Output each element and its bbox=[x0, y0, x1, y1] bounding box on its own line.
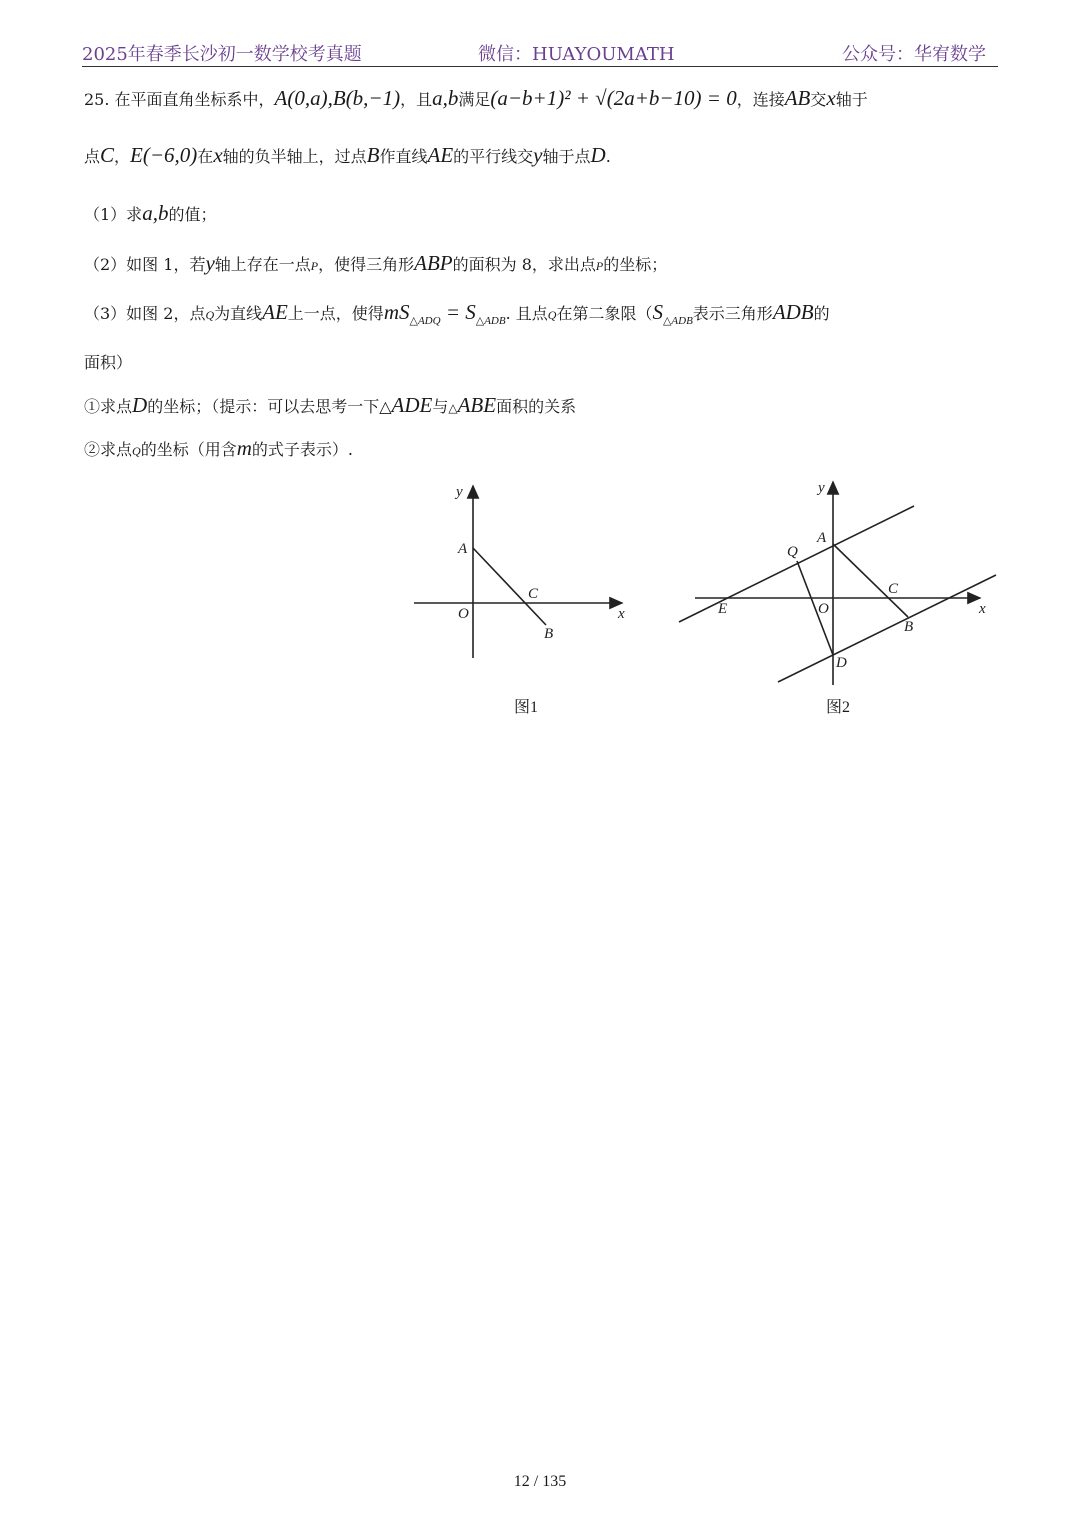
header-title: 2025年春季长沙初一数学校考真题 bbox=[82, 44, 362, 65]
text: 的面积为 8，求出点 bbox=[452, 255, 596, 274]
text: ，连接 bbox=[736, 90, 785, 109]
line-AE: AE bbox=[427, 143, 454, 167]
text: 25. 在平面直角坐标系中， bbox=[84, 90, 275, 109]
var-ab: a,b bbox=[432, 86, 459, 110]
text: 作直线 bbox=[379, 147, 428, 166]
subquestion-1 bbox=[84, 393, 576, 418]
subscript-ADB: △ADB bbox=[475, 315, 506, 327]
text: . bbox=[605, 147, 611, 166]
point-C: C bbox=[100, 143, 115, 167]
text: 面积的关系 bbox=[496, 397, 577, 416]
text: 在第二象限（ bbox=[556, 304, 653, 323]
text: 轴于点 bbox=[542, 147, 591, 166]
text: ②求点 bbox=[84, 440, 133, 459]
text: 轴的负半轴上，过点 bbox=[222, 147, 367, 166]
text: 点 bbox=[84, 147, 101, 166]
text: 在 bbox=[197, 147, 214, 166]
subscript-ADB: △ADB bbox=[662, 315, 693, 327]
point-D: D bbox=[590, 143, 606, 167]
text: ，使得三角形 bbox=[318, 255, 415, 274]
points-A-B: A(0,a),B(b,−1) bbox=[274, 86, 401, 110]
label-Q: Q bbox=[787, 544, 798, 560]
point-D: D bbox=[132, 393, 148, 417]
text: 的值； bbox=[168, 205, 217, 224]
text: ，且 bbox=[400, 90, 433, 109]
label-C: C bbox=[888, 581, 899, 597]
text: 轴上存在一点 bbox=[214, 255, 311, 274]
text: 轴于 bbox=[835, 90, 868, 109]
line-BD bbox=[778, 575, 996, 682]
text: 的坐标； bbox=[603, 255, 668, 274]
triangle-symbol: △ bbox=[448, 401, 458, 415]
subscript-ADQ: △ADQ bbox=[409, 315, 441, 327]
problem-line-2 bbox=[84, 143, 611, 168]
line-AE bbox=[679, 506, 914, 622]
text: 的坐标；（提示：可以去思考一下△ bbox=[147, 397, 392, 416]
var-x: x bbox=[213, 143, 223, 167]
text: 为直线 bbox=[214, 304, 263, 323]
triangle-ABP: ABP bbox=[414, 251, 453, 275]
text: 的坐标（用含 bbox=[140, 440, 237, 459]
text: 交 bbox=[810, 90, 827, 109]
var-mS: mS bbox=[383, 300, 410, 324]
page-number: 12 / 135 bbox=[513, 1473, 567, 1490]
text: 面积） bbox=[84, 353, 133, 372]
text: 的式子表示）. bbox=[251, 440, 353, 459]
label-B: B bbox=[544, 626, 554, 642]
figure-1-caption: 图1 bbox=[514, 699, 539, 716]
triangle-ABE: ABE bbox=[457, 393, 497, 417]
var-y: y bbox=[533, 143, 543, 167]
text: 与 bbox=[432, 397, 449, 416]
label-x: x bbox=[618, 606, 625, 622]
text: ， bbox=[114, 147, 131, 166]
question-1 bbox=[84, 201, 216, 226]
text: ①求点 bbox=[84, 397, 133, 416]
text: 表示三角形 bbox=[692, 304, 773, 323]
label-D: D bbox=[836, 655, 847, 671]
question-3-cont bbox=[84, 350, 132, 373]
label-E: E bbox=[718, 601, 728, 617]
question-3 bbox=[84, 300, 830, 327]
text: . 且点 bbox=[505, 304, 548, 323]
point-B: B bbox=[366, 143, 380, 167]
triangle-ADE: ADE bbox=[391, 393, 433, 417]
point-P: P bbox=[595, 259, 604, 273]
var-S: = S bbox=[440, 300, 476, 324]
text: （1）求 bbox=[84, 205, 143, 224]
label-B: B bbox=[904, 619, 914, 635]
text: 的 bbox=[813, 304, 830, 323]
point-Q: Q bbox=[205, 308, 215, 322]
label-y: y bbox=[456, 484, 463, 500]
text: 的平行线交 bbox=[453, 147, 534, 166]
point-Q: Q bbox=[132, 444, 141, 458]
header-wechat: 微信：HUAYOUMATH bbox=[478, 44, 675, 65]
label-C: C bbox=[528, 586, 539, 602]
point-E: E(−6,0) bbox=[130, 143, 198, 167]
figure-2-caption: 图2 bbox=[826, 699, 851, 716]
figure-2 bbox=[670, 470, 1000, 695]
question-2 bbox=[84, 251, 667, 276]
var-S: S bbox=[652, 300, 663, 324]
figure-1 bbox=[400, 470, 650, 680]
label-O: O bbox=[818, 601, 829, 617]
header-account: 公众号：华宥数学 bbox=[842, 44, 986, 65]
var-y: y bbox=[205, 251, 215, 275]
var-ab: a,b bbox=[142, 201, 169, 225]
text: （2）如图 1，若 bbox=[84, 255, 206, 274]
segment-AB: AB bbox=[784, 86, 811, 110]
page-header bbox=[82, 38, 998, 67]
text: 上一点，使得 bbox=[287, 304, 384, 323]
point-Q: Q bbox=[547, 308, 557, 322]
subquestion-2 bbox=[84, 436, 353, 461]
condition-equation: (a−b+1)² + √(2a+b−10) = 0 bbox=[490, 86, 737, 110]
label-x: x bbox=[979, 601, 986, 617]
text: 满足 bbox=[458, 90, 491, 109]
point-P: P bbox=[310, 259, 319, 273]
triangle-ADB: ADB bbox=[772, 300, 814, 324]
line-AE: AE bbox=[262, 300, 288, 324]
var-x: x bbox=[826, 86, 836, 110]
problem-line-1 bbox=[84, 86, 868, 111]
label-A: A bbox=[817, 530, 827, 546]
label-A: A bbox=[458, 541, 468, 557]
label-O: O bbox=[458, 606, 469, 622]
label-y: y bbox=[818, 480, 825, 496]
var-m: m bbox=[236, 436, 252, 460]
text: （3）如图 2，点 bbox=[84, 304, 206, 323]
